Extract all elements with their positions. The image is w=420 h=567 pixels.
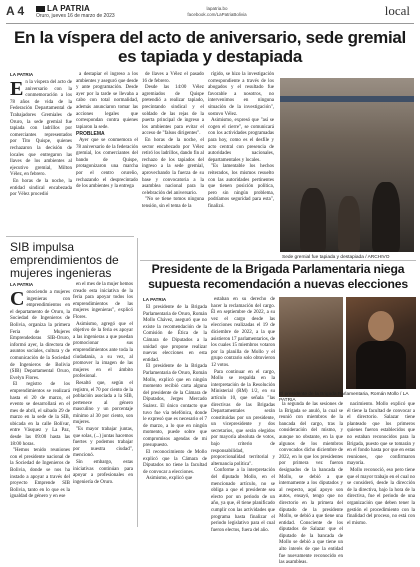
article3-col1c: El reconocimiento de Mollo explicó que la Cámara de Diputados no tiene la facultad de convocar a elecciones. xyxy=(143,450,207,475)
article2-col2-text: en el mes de la mujer hemos creado esta iniciativa de la feria para apoyar todos los emprendimientos de las mujeres ingenieras", explicó Flores. xyxy=(73,282,133,320)
article3-col2c: Conforme a la interpretación del diputado Mollo, en el mencionado artículo, no se obliga a que el presidente sea electo por un periodo de un año, ya que, él tiene planificado cumplir con las actividades que programa hasta finalizar el periodo legislativo para el cual fueron electos, fuera del año. xyxy=(211,468,275,533)
article1-col1-text: n la víspera del acto de aniversario con la conmemoración a los 78 años de vida de la Federación Departamental de Trabajadores Gremiales de Oruro, la sede gremial fue tapiada con ladrillos por comerciantes representados por Tito Quispe, quienes rechazaron la decisión de locales que entregaron las llaves de los ambientes al ejecutivo gremial, Milton Vélez, en febrero. xyxy=(10,80,72,178)
article1-col2b: Ayer que se conmemora el 78 aniversario de la federación gremial, los comerciantes del bando de Quispe, protagonizaron una marcha por el centro orureño, rechazando el desprecintado de los ambientes y la entrega xyxy=(76,137,138,190)
article1-col1b: En horas de la noche, la entidad sindical encabezada por Vélez procedió xyxy=(10,178,72,198)
article2-col2e: Sin embargo, estas iniciativas continúan para apoyar a profesionales en ingeniería de Oruro. xyxy=(73,460,133,485)
article2-col1c: "Hemos tenido reuniones con el presidente nacional de la Sociedad de Ingenieros de Bolivia, donde se nos ha instado a apoyar a través del proyecto Emprende SIB Bolivia, tanto en lo que es la igualdad de género y en ese xyxy=(10,448,70,500)
article3-col2b: Para continuar en el cargo, Mollo se respalda en la interpretación de la Resolución Ministerial (RM) 1/2, en su artículo 10, que señala "las directivas de las Brigadas Departamentales serán constituidas por un presidente, un vicepresidente y dos secretarios, que serán elegidos por mayoría absoluta de votos, bajo criterio de responsabilidad, proporcionalidad territorial y alternancia política". xyxy=(211,369,275,467)
article2-col2c: Resaltó que, según el registro, el 70 por ciento de la población asociada a la SIB, pertenece al género masculino y un porcentaje mínimo al 30 por ciento, son mujeres. xyxy=(73,380,133,426)
article1-col3-text: de llaves a Vélez el pasado 16 de febrero. xyxy=(142,72,204,84)
date-line: Oruro, jueves 16 de marzo de 2023 xyxy=(36,13,115,19)
article3-col2-text: estaban en su derecho de hacer la reclamación del cargo. Él en septiembre de 2022, a su vez el cargo desde las elecciones realizadas el 19 de diciembre de 2022, a la que asistieron 17 parlamentarios, de los cuales 15 miembros votaron por la planilla de Mollo y el grupo contrario solo obtuvieron 12 votos. xyxy=(211,297,275,368)
photo-person xyxy=(300,188,326,252)
article1-col4b: Asimismo, expresó que "así se cogen el cierre", se comunicará con los actividades programadas para hoy, como es el desfile y acto central con presencia de autoridades nacionales, departamentales y locales. xyxy=(208,118,274,163)
article1-col2 xyxy=(76,72,138,230)
article2-col1 xyxy=(10,290,70,526)
logo-mark-icon xyxy=(36,6,45,12)
newspaper-name: LA PATRIA xyxy=(47,4,90,13)
article2-byline: LA PATRIA xyxy=(10,282,34,287)
article3-col4 xyxy=(347,402,415,527)
column-divider xyxy=(137,238,138,527)
article2-col1b: El registro de los emprendimientos se realizará hasta el 20 de marzo, el evento se desarrollará en el mes de abril, el sábado 29 de marzo en la sede de la SIB, ubicada en la calle Bolívar, entre Vásquez y La Paz, desde las 09:00 hasta las 18:00 horas. xyxy=(10,382,70,447)
article3-col1b: El presidente de la Brigada Parlamentaria de Oruro, Román Mollo, explicó que en ningún momento recibió carta alguna del presidente de la Cámara de Diputados, Jerges Mercado Suárez. El único contacto que tuvo fue vía telefónica, donde le expresó que es necesario el 7 de marzo, a lo que en ningún momento, puede sobre que compromisos agendas de mi presupuesto. xyxy=(143,364,207,449)
article3-col4-text: nacimiento. Mollo explicó que él tiene la facultad de convocar a el directorio. Salazar tiene planteado que los primeros quienes fueron establecidos que no estaban reconocidos para la Brigada, puesto que se tomarán y en el fondo hasta por que en estas reuniones, que confirmaron mayoría. xyxy=(347,402,415,467)
article2-col2 xyxy=(73,282,133,526)
article3-col4b: Mollo reconoció, eso pero tiene que el mayor trabajo en el cual no se consideró, desde la dirección de la directiva, bajo la hora de la directiva, fue el periodo de una organización que deben tener la gestión el procedimiento con la finalidad del proceso, no está con el mismo. xyxy=(347,467,415,526)
article1-col1 xyxy=(10,80,72,232)
photo-sign xyxy=(280,96,414,102)
article1-col3c: En horas de la noche, el sector encabezado por Vélez retiró los ladrillos, dando fin al rechazo de los tapiados del ingreso a la sede gremial, aprovechando la fuerza de su base y convocatoria a la asamblea nacional para la celebración del aniversario. xyxy=(142,137,204,196)
page-number: A 4 xyxy=(6,4,25,18)
article3-photo xyxy=(346,297,416,389)
article3-photo-left xyxy=(279,297,343,397)
photo-person xyxy=(338,196,360,252)
photo-face xyxy=(368,311,394,341)
web-info xyxy=(182,6,252,18)
article1-col4 xyxy=(208,72,274,258)
article1-headline: En la víspera del acto de aniversario, sede gremial es tapiada y destapiada xyxy=(14,28,406,66)
article2-col2b: Asimismo, agregó que el objetivo de la feria es apoyar a las ingenieras a que puedan promocionar sus emprendimientos ante toda la ciudadanía, a su vez, al promover la imagen de las mujeres en el ámbito profesional. xyxy=(73,321,133,380)
article3-byline: LA PATRIA xyxy=(143,297,167,302)
photo-suit xyxy=(356,341,406,389)
article2-dropcap: C xyxy=(10,288,25,310)
article1-col2-text: a destapiar el ingreso a los ambientes y aseguró que desde y ante programación. Desde ayer por la tarde se llevaba a cabo con total normalidad, además anunciaron tomar las acciones legales que correspondan contra quienes tapiaron la sede. xyxy=(76,72,138,130)
article1-subhead: PROBLEMA xyxy=(76,131,105,138)
article3-col1 xyxy=(143,305,207,527)
article1-byline: LA PATRIA xyxy=(10,72,34,77)
article1-photo-caption: Sede gremial fue tapiada y destapiada / ARCHIVO xyxy=(282,255,390,260)
article3-col1d: Asimismo, explicó que xyxy=(146,476,193,482)
article1-col4c: "Es lamentable los hechos reiterados, los mismos resuelto con las autoridades pertinentes que tienen posición política, pero sin ningún problema, podríamos seguridad para esta", finalizó. xyxy=(208,164,274,209)
article3-col1-text: El presidente de la Brigada Parlamentaria de Oruro, Román Mollo Chávez, aseguró que no existe la recomendación de la Comisión de Ética de la Cámara de Diputados a la unidad que propone realizar nuevas elecciones en esta entidad. xyxy=(143,305,207,363)
article3-col2 xyxy=(211,297,275,533)
article3-col3 xyxy=(279,402,343,566)
article3-top-divider xyxy=(140,260,416,261)
article2-col2d: "Es mayor trabajar juntas, que solas, (...) juntas hacemos fuertes y podemos trabajar por nuestra ciudad", mencionó. xyxy=(73,427,133,459)
article1-col4-text: rígido, se hizo la investigación correspondiente a través de los abogados y el resultado fue favorable a nosotros, no intervenimos en ninguna situación de la investigación", sostuvo Vélez. xyxy=(208,72,274,117)
article3-headline: Presidente de la Brigada Parlamentaria niega supuesta recomendación a nuevas elecciones xyxy=(148,262,408,291)
article3-photo-caption: El presidente de la Brigada Parlamentaria, Román Mollo / LA PATRIA xyxy=(279,392,409,403)
article3-col3-text: la segunda de las sesiones de la Brigada se anuló, la cual se reunió con miembros de la bancada del cargo, tras la consideración del mismo, y aunque no obstante, en la que algunos de los miembros convocados dicho diciembre de 2022, en lo que los presidentes por primera vez fueron designados de la bancada de Mollo, se debió a que internamente a los diputados y al respecto, aquí apoyo son autos, ensayó, tengo que no directorio en la primera del diputado de la presidente Mollo, se debió a que tiene una entidad. Consciente de los diputados de Salazar que el diputado de la bancada de Mollo se debió a que tiene un alto interés de que la entidad fue nuevamente reconocido en las asambleas. xyxy=(279,402,343,566)
article1-photo xyxy=(280,78,414,252)
article2-headline: SIB impulsa emprendimientos de mujeres ingenieras xyxy=(10,240,119,280)
article2-col1-text: onociendo a mujeres ingenieras con emprendimientos en el departamento de Oruro, la Sociedad de Ingenieros de Bolivia, organiza la primera Feria de Mujeres Emprendedoras SIB-Oruro, informó ayer, la directora de asuntos sociales, cultura y de comunicación de la Sociedad de Ingenieros de Bolivia (SIB) Departamental Oruro, Evelyn Flores. xyxy=(10,290,70,381)
article1-dropcap: E xyxy=(10,78,24,100)
web-url: lapatria.bo xyxy=(206,6,228,11)
article1-col3 xyxy=(142,72,204,258)
sib-top-divider xyxy=(6,236,134,237)
section-label: local xyxy=(384,3,410,18)
photo-person xyxy=(372,182,400,252)
facebook-url: facebook.com/LaPatriaBolivia xyxy=(187,12,247,17)
article1-col3d: "No se tiene tomos ninguna tensión, sin el tema de la xyxy=(142,197,204,209)
article1-col3b: Desde las 14:00 Vélez agremiados de Quispe pretendió a realizar tapiado, precintando sindical y el soldado de las rejas de la puerta principal de ingreso a los ambientes para evitar el acceso de "falsos dirigentes". xyxy=(142,85,204,137)
newspaper-logo xyxy=(36,4,90,13)
header-divider xyxy=(6,23,414,24)
